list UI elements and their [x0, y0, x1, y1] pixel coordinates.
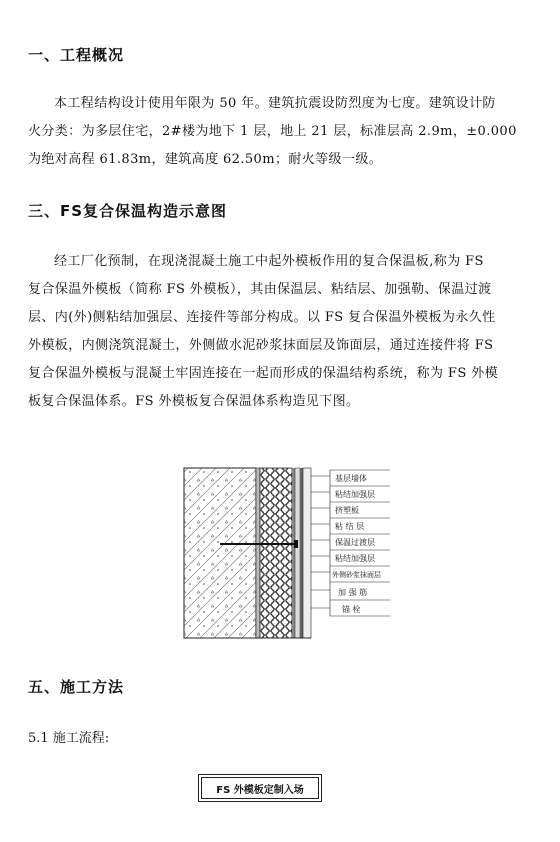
inner-bonding-layer — [256, 468, 260, 638]
paragraph-line: 经工厂化预制，在现浇混凝土施工中起外模板作用的复合保温板,称为 FS — [54, 254, 484, 269]
project-overview-paragraph — [28, 90, 528, 174]
transition-layer — [295, 468, 300, 638]
paragraph-line: 外模板，内侧浇筑混凝土，外侧做水泥砂浆抹面层及饰面层，通过连接件将 FS — [28, 338, 494, 353]
diagram-label: 挤塑板 — [335, 506, 359, 515]
diagram-label: 保温过渡层 — [335, 538, 375, 547]
fs-description-paragraph — [28, 248, 528, 416]
paragraph-line: 复合保温外模板与混凝土牢固连接在一起而形成的保温结构系统，称为 FS 外模 — [28, 366, 498, 381]
outer-mortar-layer — [303, 468, 311, 638]
diagram-label: 基层墙体 — [335, 474, 367, 483]
outer-bonding-layer — [300, 468, 303, 638]
base-wall — [184, 468, 256, 638]
diagram-label: 粘 结 层 — [335, 522, 365, 531]
subsection-5-1-heading: 5.1 施工流程: — [28, 731, 110, 746]
fs-insulation-construction-diagram — [180, 462, 400, 642]
paragraph-line: 复合保温外模板（简称 FS 外模板），其由保温层、粘结层、加强勒、保温过渡 — [28, 282, 492, 297]
paragraph-line: 为绝对高程 61.83m，建筑高度 62.50m；耐火等级一级。 — [28, 152, 383, 167]
paragraph-line: 板复合保温体系。FS 外模板复合保温体系构造见下图。 — [28, 394, 360, 409]
xps-board — [260, 468, 292, 638]
section-3-heading: 三、FS复合保温构造示意图 — [28, 202, 228, 220]
section-5-heading: 五、施工方法 — [28, 678, 125, 696]
diagram-label: 粘结加强层 — [335, 554, 375, 563]
diagram-label: 粘结加强层 — [335, 490, 375, 499]
paragraph-line: 层、内(外)侧粘结加强层、连接件等部分构成。以 FS 复合保温外模板为永久性 — [28, 310, 496, 325]
flow-step-box — [198, 774, 322, 802]
paragraph-line: 火分类：为多层住宅，2#楼为地下 1 层，地上 21 层，标准层高 2.9m，±0.000 — [28, 124, 517, 139]
paragraph-line: 本工程结构设计使用年限为 50 年。建筑抗震设防烈度为七度。建筑设计防 — [54, 96, 496, 111]
diagram-label: 加 强 筋 — [338, 588, 368, 597]
section-1-heading: 一、工程概况 — [28, 46, 125, 64]
diagram-label: 外侧砂浆抹面层 — [332, 571, 381, 579]
flow-step-label: FS 外模板定制入场 — [216, 784, 304, 796]
diagram-label: 锚 栓 — [342, 605, 361, 614]
bonding-layer — [292, 468, 295, 638]
